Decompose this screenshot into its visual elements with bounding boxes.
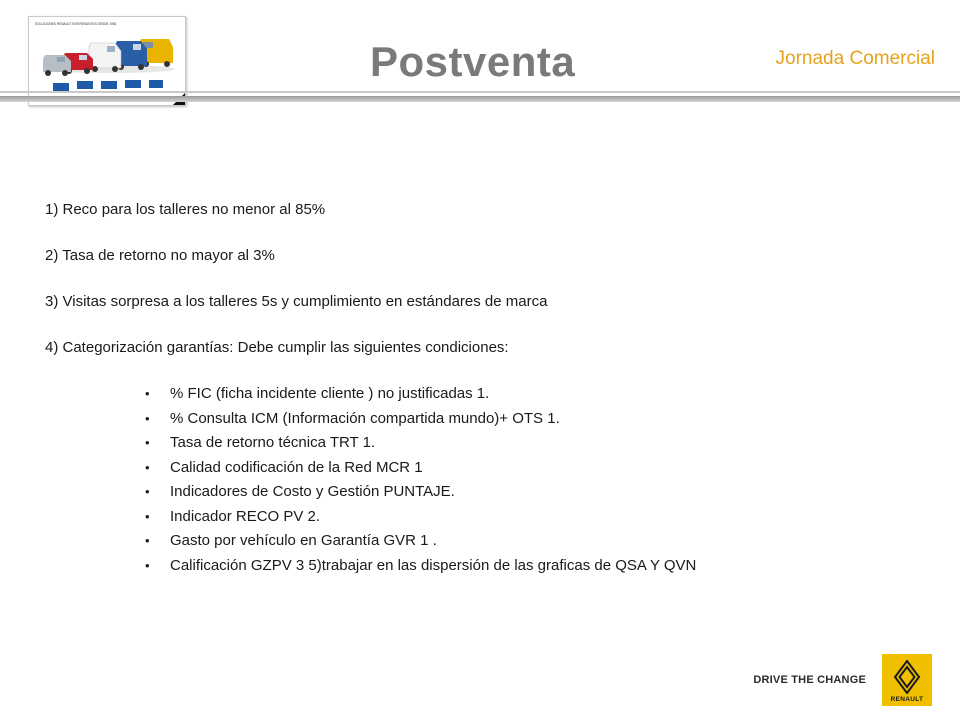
conditions-list: [45, 382, 905, 578]
bullet-text: Gasto por vehículo en Garantía GVR 1 .: [170, 532, 437, 549]
brand-footer: [753, 654, 932, 706]
thumbnail-button: [125, 80, 141, 88]
list-item: 3) Visitas sorpresa a los talleres 5s y cumplimiento en estándares de marca: [45, 293, 548, 310]
bullet-item: [145, 431, 905, 456]
thumbnail-caption: SOLUCIONES RENAULT INTERESANTES DESDE 1981: [35, 22, 117, 26]
header-divider-bar: [0, 96, 960, 102]
brand-name: RENAULT: [890, 696, 924, 703]
thumbnail-button: [77, 81, 93, 89]
thumbnail-button: [101, 81, 117, 89]
renault-logo: [882, 654, 932, 706]
bullet-item: [145, 382, 905, 407]
thumbnail-button: [149, 80, 163, 88]
bullet-text: % FIC (ficha incidente cliente ) no justificadas 1.: [170, 385, 490, 402]
brand-slogan: DRIVE THE CHANGE: [753, 674, 866, 686]
content-body: [45, 198, 905, 578]
bullet-icon: •: [145, 386, 150, 401]
list-item: 4) Categorización garantías: Debe cumplir las siguientes condiciones:: [45, 339, 509, 356]
header-divider: [0, 91, 960, 93]
bullet-icon: •: [145, 410, 150, 426]
bullet-text: Calificación GZPV 3 5)trabajar en las dispersión de las graficas de QSA Y QVN: [170, 556, 697, 574]
list-item: 2) Tasa de retorno no mayor al 3%: [45, 247, 275, 264]
list-item: 1) Reco para los talleres no menor al 85%: [45, 201, 326, 218]
bullet-icon: •: [145, 533, 150, 548]
bullet-text: Tasa de retorno técnica TRT 1.: [170, 434, 376, 451]
bullet-item: [145, 505, 905, 530]
bullet-icon: •: [145, 484, 150, 499]
bullet-text: Indicadores de Costo y Gestión PUNTAJE.: [170, 483, 455, 500]
bullet-text: Calidad codificación de la Red MCR 1: [170, 458, 423, 476]
bullet-item: [145, 529, 905, 554]
bullet-item: [145, 456, 905, 481]
page-subtitle: Jornada Comercial: [775, 48, 935, 69]
renault-diamond-icon: [893, 660, 921, 694]
bullet-icon: •: [145, 557, 150, 573]
bullet-icon: •: [145, 508, 150, 524]
page-title: Postventa: [370, 38, 576, 85]
bullet-item: [145, 480, 905, 505]
bullet-item: [145, 554, 905, 579]
bullet-text: Indicador RECO PV 2.: [170, 507, 321, 525]
thumbnail-button: [53, 83, 69, 91]
bullet-text: % Consulta ICM (Información compartida mundo)+ OTS 1.: [170, 409, 560, 427]
bullet-item: [145, 407, 905, 432]
bullet-icon: •: [145, 435, 150, 450]
bullet-icon: •: [145, 459, 150, 475]
